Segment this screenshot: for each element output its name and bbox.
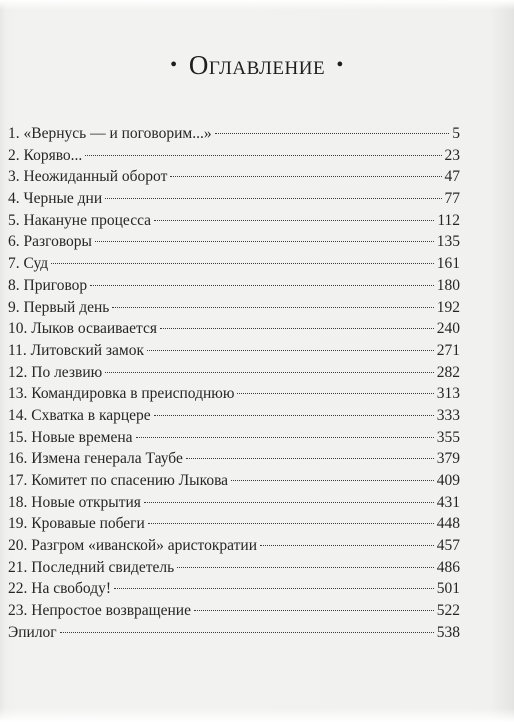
toc-entry-title: 10. Лыков осваивается	[8, 320, 158, 338]
toc-entry-page-number: 313	[436, 385, 460, 403]
toc-entry	[8, 472, 460, 494]
dot-leader	[186, 458, 434, 459]
toc-entry-page-number: 271	[436, 341, 460, 359]
dot-leader	[147, 350, 434, 351]
toc-entry-page-number: 522	[436, 602, 460, 620]
toc-entry	[8, 407, 460, 429]
title-ornament-left: •	[170, 54, 178, 76]
dot-leader	[90, 285, 434, 286]
dot-leader	[177, 567, 434, 568]
toc-entry	[8, 537, 460, 559]
toc-entry	[8, 147, 460, 169]
title-text: Оглавление	[188, 50, 326, 80]
toc-entry	[8, 233, 460, 255]
toc-entry-page-number: 379	[436, 450, 460, 468]
toc-entry-title: 13. Командировка в преисподнюю	[8, 385, 235, 403]
toc-entry-title: 3. Неожиданный оборот	[8, 168, 168, 186]
toc-entry-title: 1. «Вернусь — и поговорим...»	[8, 125, 212, 142]
toc-entry-page-number: 135	[436, 233, 460, 251]
toc-entry	[8, 602, 460, 624]
dot-leader	[160, 328, 434, 329]
dot-leader	[144, 502, 434, 503]
dot-leader	[136, 437, 434, 438]
toc-entry-page-number: 240	[436, 320, 460, 338]
toc-entry-title: 17. Комитет по спасению Лыкова	[8, 472, 229, 489]
toc-entry-title: 22. На свободу!	[8, 580, 112, 598]
dot-leader	[148, 523, 434, 524]
toc-entry-page-number: 355	[436, 428, 460, 446]
page-title	[0, 50, 514, 81]
toc-entry-title: 4. Черные дни	[8, 190, 103, 208]
toc-entry-title: 19. Кровавые побеги	[8, 515, 145, 533]
dot-leader	[95, 241, 434, 242]
toc-entry	[8, 190, 460, 212]
toc-entry-page-number: 431	[436, 493, 460, 511]
dot-leader	[105, 198, 441, 199]
dot-leader	[194, 610, 434, 611]
toc-entry-title: Эпилог	[8, 623, 57, 641]
toc-entry	[8, 450, 460, 472]
toc-entry-title: 18. Новые открытия	[8, 493, 141, 511]
toc-entry-title: 9. Первый день	[8, 298, 110, 316]
toc-entry-page-number: 486	[436, 558, 460, 576]
toc-entry	[8, 277, 460, 299]
toc-entry-title: 14. Схватка в карцере	[8, 406, 151, 424]
toc-entry	[8, 624, 460, 646]
toc-entry-page-number: 47	[444, 168, 460, 186]
dot-leader	[105, 372, 434, 373]
toc-entry-title: 2. Коряво...	[8, 146, 83, 164]
toc-entry-title: 15. Новые времена	[8, 428, 133, 446]
title-ornament-right: •	[336, 54, 344, 76]
toc-entry	[8, 320, 460, 342]
dot-leader	[231, 480, 434, 481]
toc-entry-page-number: 538	[436, 623, 460, 641]
dot-leader	[112, 307, 433, 308]
toc-entry	[8, 515, 460, 537]
toc-entry	[8, 299, 460, 321]
page-edge-top	[0, 0, 514, 10]
dot-leader	[60, 632, 434, 633]
dot-leader	[170, 176, 441, 177]
dot-leader	[260, 545, 434, 546]
toc-entry	[8, 125, 460, 147]
toc-entry-page-number: 333	[436, 406, 460, 424]
toc-entry-page-number: 409	[436, 472, 460, 489]
toc-entry-title: 11. Литовский замок	[8, 341, 144, 359]
toc-entry	[8, 559, 460, 581]
toc-entry	[8, 429, 460, 451]
dot-leader	[237, 393, 433, 394]
toc-entry	[8, 255, 460, 277]
dot-leader	[154, 220, 434, 221]
toc-entry	[8, 494, 460, 516]
toc-entry-title: 5. Накануне процесса	[8, 211, 152, 229]
toc-entry-page-number: 457	[436, 537, 460, 555]
toc-entry-page-number: 112	[437, 211, 460, 229]
toc-entry	[8, 212, 460, 234]
table-of-contents	[8, 125, 460, 646]
toc-entry-title: 7. Суд	[8, 255, 49, 273]
dot-leader	[154, 415, 434, 416]
page-edge-bottom	[0, 708, 514, 722]
toc-entry-title: 20. Разгром «иванской» аристократии	[8, 537, 257, 555]
toc-entry-title: 23. Непростое возвращение	[8, 602, 191, 620]
toc-entry	[8, 342, 460, 364]
toc-entry-page-number: 23	[444, 146, 460, 164]
toc-entry-title: 16. Измена генерала Таубе	[8, 450, 183, 468]
toc-entry-title: 21. Последний свидетель	[8, 558, 175, 576]
toc-entry	[8, 364, 460, 386]
dot-leader	[215, 133, 450, 134]
toc-entry	[8, 580, 460, 602]
toc-entry-title: 8. Приговор	[8, 276, 88, 294]
toc-entry-title: 12. По лезвию	[8, 363, 103, 381]
toc-entry-page-number: 192	[436, 298, 460, 316]
toc-entry	[8, 168, 460, 190]
toc-entry	[8, 385, 460, 407]
toc-entry-page-number: 282	[436, 363, 460, 381]
toc-entry-page-number: 5	[452, 125, 460, 142]
toc-entry-page-number: 501	[436, 580, 460, 598]
toc-entry-page-number: 77	[444, 190, 460, 208]
toc-entry-page-number: 161	[436, 255, 460, 273]
toc-entry-page-number: 180	[436, 276, 460, 294]
toc-entry-title: 6. Разговоры	[8, 233, 92, 251]
dot-leader	[114, 588, 434, 589]
dot-leader	[85, 155, 441, 156]
toc-entry-page-number: 448	[436, 515, 460, 533]
dot-leader	[51, 263, 434, 264]
